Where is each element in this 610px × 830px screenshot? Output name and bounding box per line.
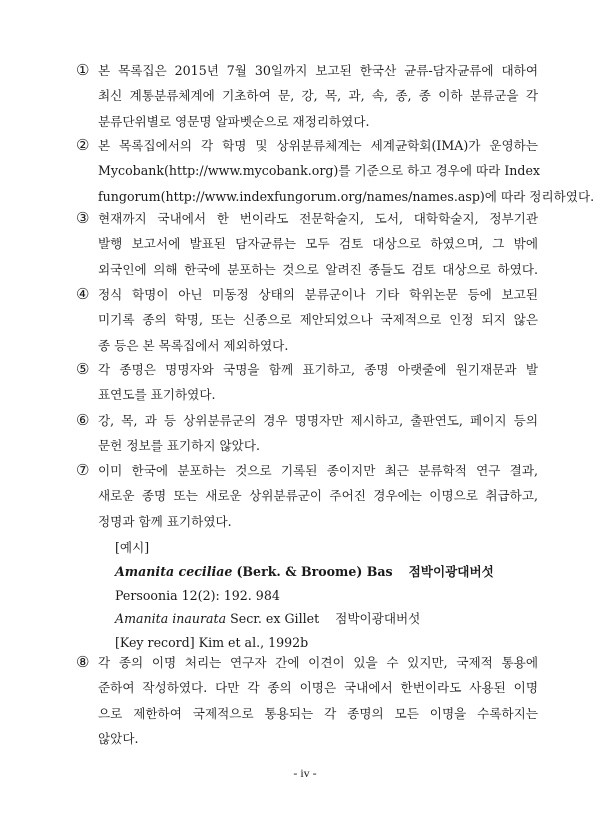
note-item-4 xyxy=(76,282,538,358)
item-text-line: 강, 목, 과 등 상위분류군의 경우 명명자만 제시하고, 출판연도, 페이지 등의 xyxy=(98,413,538,428)
example-key-record: [Key record] Kim et al., 1992b xyxy=(115,635,309,650)
item-text-line: 준하여 작성하였다. 다만 각 종의 이명은 국내에서 한번이라도 사용된 이명 xyxy=(98,680,538,696)
item-text-line: 최신 계통분류체계에 기초하여 문, 강, 목, 과, 속, 종, 종 이하 분류군을 각 xyxy=(98,88,538,104)
item-text-line: 현재까지 국내에서 한 번이라도 전문학술지, 도서, 대학학술지, 정부기관 xyxy=(98,211,538,226)
item-text-line: 미기록 종의 학명, 또는 신종으로 제안되었으나 국제적으로 인정 되지 않은 xyxy=(98,312,538,328)
page-number: - iv - xyxy=(293,766,317,780)
item-text-line: 각 종명은 명명자와 국명을 함께 표기하고, 종명 아랫줄에 원기재문과 발 xyxy=(98,362,538,377)
item-text-line: 종 등은 본 목록집에서 제외하였다. xyxy=(98,337,289,353)
item-text-line: 외국인에 의해 한국에 분포하는 것으로 알려진 종들도 검토 대상으로 하였다. xyxy=(98,261,538,277)
item-text-line: 각 종의 이명 처리는 연구자 간에 이견이 있을 수 있지만, 국제적 통용에 xyxy=(98,655,538,670)
item-text-line: 으로 제한하여 국제적으로 통용되는 각 종명의 모든 이명을 수록하지는 xyxy=(98,705,538,721)
example-block xyxy=(115,537,535,654)
item-number: ⑧ xyxy=(76,653,90,671)
item-number: ⑤ xyxy=(76,360,90,378)
item-text-line: fungorum(http://www.indexfungorum.org/names/names.asp)에 따라 정리하였다. xyxy=(98,188,595,204)
item-number: ⑥ xyxy=(76,411,90,429)
species-korean-name: 점박이광대버섯 xyxy=(408,564,494,579)
example-heading: [예시] xyxy=(115,540,150,555)
item-text-line: 분류단위별로 영문명 알파벳순으로 재정리하였다. xyxy=(98,113,370,129)
note-item-2 xyxy=(76,133,595,209)
item-text-line: Mycobank(http://www.mycobank.org)를 기준으로 하고 경우에 따라 Index xyxy=(98,163,541,179)
item-number: ⑦ xyxy=(76,461,90,479)
item-text-line: 표연도를 표기하였다. xyxy=(98,387,216,403)
note-item-8 xyxy=(76,650,538,751)
species-author: (Berk. & Broome) Bas xyxy=(236,564,393,579)
note-item-6 xyxy=(76,408,538,459)
item-text-line: 않았다. xyxy=(98,730,139,746)
synonym-korean-name: 점박이광대버섯 xyxy=(335,611,421,626)
item-text-line: 정명과 함께 표기하였다. xyxy=(98,513,232,529)
item-text-line: 새로운 종명 또는 새로운 상위분류군이 주어진 경우에는 이명으로 취급하고, xyxy=(98,488,538,504)
item-number: ② xyxy=(76,136,90,154)
example-synonym-line xyxy=(115,608,535,630)
synonym-name: Amanita inaurata xyxy=(115,611,227,626)
item-number: ③ xyxy=(76,209,90,227)
item-number: ④ xyxy=(76,285,90,303)
item-number: ① xyxy=(76,61,90,79)
example-species-line xyxy=(115,561,535,583)
note-item-7 xyxy=(76,458,538,534)
note-item-5 xyxy=(76,357,538,408)
note-item-1 xyxy=(76,58,538,134)
note-item-3 xyxy=(76,206,538,282)
item-text-line: 정식 학명이 아닌 미동정 상태의 분류군이나 기타 학위논문 등에 보고된 xyxy=(98,287,538,302)
example-citation: Persoonia 12(2): 192. 984 xyxy=(115,588,280,603)
item-text-line: 이미 한국에 분포하는 것으로 기록된 종이지만 최근 분류학적 연구 결과, xyxy=(98,463,538,478)
item-text-line: 본 목록집에서의 각 학명 및 상위분류체계는 세계균학회(IMA)가 운영하는 xyxy=(98,138,538,153)
item-text-line: 발행 보고서에 발표된 담자균류는 모두 검토 대상으로 하였으며, 그 밖에 xyxy=(98,236,538,252)
item-text-line: 본 목록집은 2015년 7월 30일까지 보고된 한국산 균류-담자균류에 대하여 xyxy=(98,63,538,78)
species-name: Amanita ceciliae xyxy=(115,564,233,579)
synonym-author: Secr. ex Gillet xyxy=(230,611,320,626)
item-text-line: 문헌 정보를 표기하지 않았다. xyxy=(98,438,260,454)
